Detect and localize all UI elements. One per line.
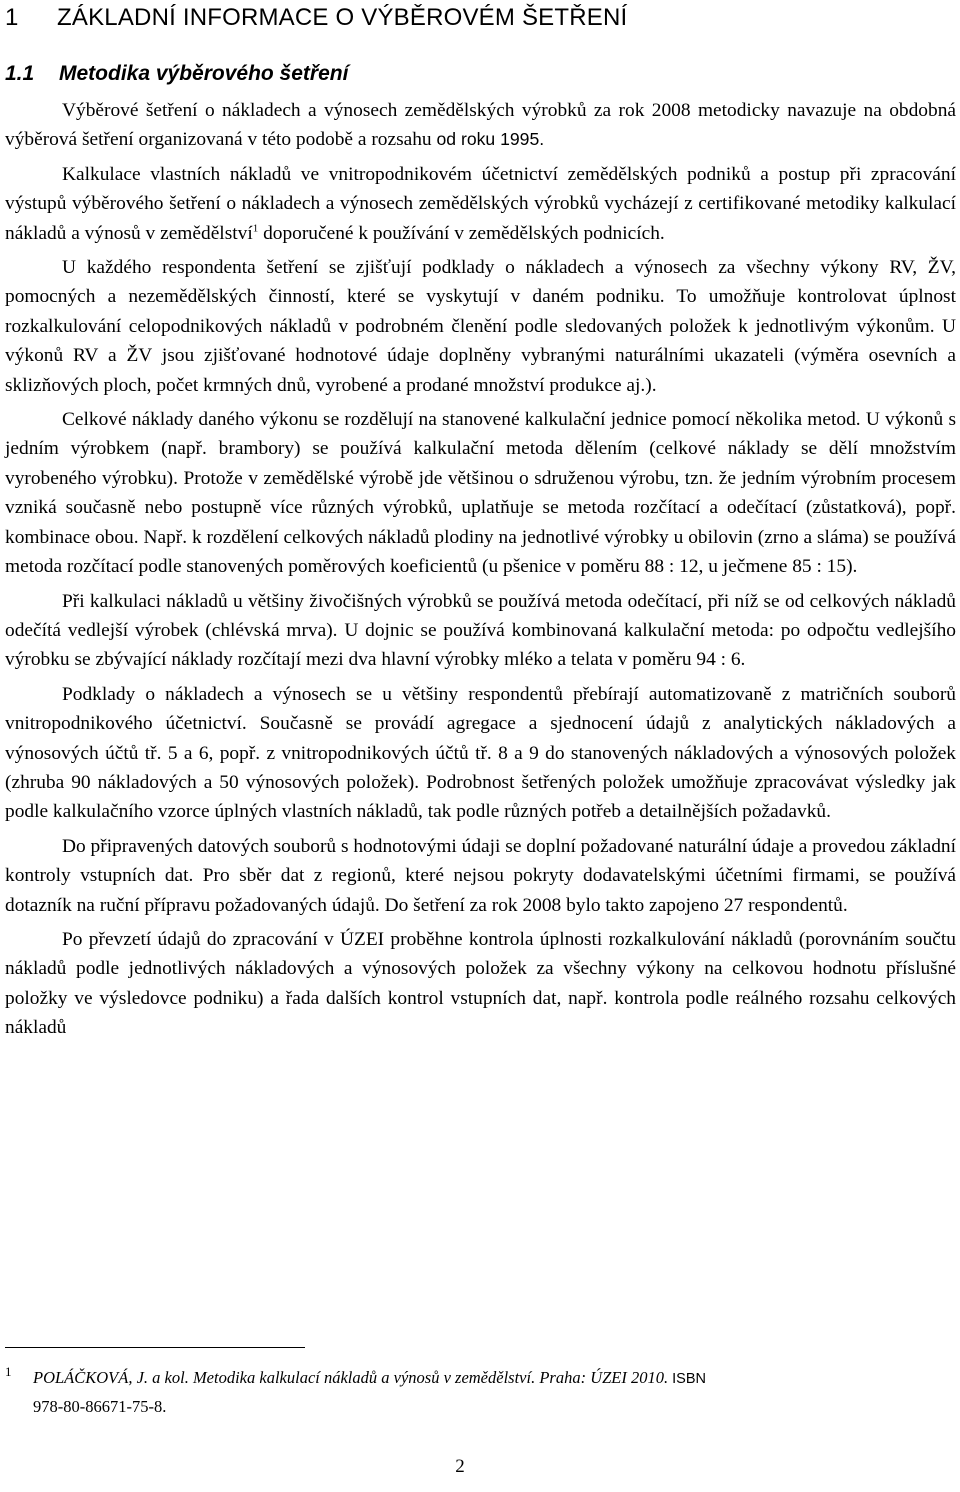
footnote-text: [5, 1364, 956, 1393]
footnote-reference[interactable]: 1: [252, 222, 259, 235]
footnote-mark: 1: [5, 1364, 12, 1379]
paragraph-2-text: Kalkulace vlastních nákladů ve vnitropodnikovém účetnictví zemědělských podniků a postup při zpracování výstupů výběrového šetření o nákladech a výnosech zemědělských výrobků vycházejí z certifikované metodiky kalkulací nákladů a výnosů v zemědělství: [5, 163, 956, 244]
section-number: 1.1: [5, 62, 35, 85]
footnote: [5, 1364, 956, 1421]
paragraph-7: Do připravených datových souborů s hodnotovými údaji se doplní požadované naturální údaje a provedou základní kontroly vstupních dat. Pro sběr dat z regionů, které nejsou pokryty dodavatelskými účetními firmami, se používá dotazník na ruční přípravu požadovaných údajů. Do šetření za rok 2008 bylo takto zapojeno 27 respondentů.: [5, 835, 956, 916]
footnote-separator: [5, 1347, 305, 1348]
paragraph-2-tail: doporučené k používání v zemědělských podnicích.: [258, 222, 665, 244]
footnote-isbn-label: ISBN: [668, 1371, 706, 1387]
page-number: 2: [455, 1456, 465, 1477]
chapter-heading: [5, 4, 627, 32]
paragraph-6: Podklady o nákladech a výnosech se u většiny respondentů přebírají automatizovaně z matričních souborů vnitropodnikového účetnictví. Současně se provádí agregace a sjednocení údajů z analytických nákladových a výnosových účtů tř. 5 a 6, popř. z vnitropodnikových účtů tř. 8 a 9 do stanovených nákladových a výnosových položek (zhruba 90 nákladových a 50 výnosových položek). Podrobnost šetřených položek umožňuje zpracovávat výsledky jak podle kalkulačního vzorce úplných vlastních nákladů, tak podle různých potřeb a detailnějších požadavků.: [5, 683, 956, 823]
body-text: [5, 96, 956, 1048]
footnote-isbn-number: 978-80-86671-75-8.: [33, 1397, 167, 1416]
paragraph-1-text: Výběrové šetření o nákladech a výnosech zemědělských výrobků za rok 2008 metodicky navazuje na obdobná výběrová šetření organizovaná v této podobě a rozsahu: [5, 100, 956, 151]
paragraph-4: Celkové náklady daného výkonu se rozdělují na stanovené kalkulační jednice pomocí několika metod. U výkonů s jedním výrobkem (např. brambory) se používá kalkulační metoda dělením (celkové náklady se dělí množstvím vyrobeného výrobku). Protože v zemědělské výrobě jde většinou o sdruženou výrobu, tzn. že jedním výrobním procesem vzniká současně nebo postupně více různých výrobků, uplatňuje se metoda rozčítací a odečítací (zůstatková), popř. kombinace obou. Např. k rozdělení celkových nákladů plodiny na jednotlivé výrobky u obilovin (zrno a sláma) se používá metoda rozčítací podle stanovených poměrových koeficientů (u pšenice v poměru 88 : 12, u ječmene 85 : 15).: [5, 409, 956, 578]
footnote-citation: POLÁČKOVÁ, J. a kol. Metodika kalkulací nákladů a výnosů v zemědělství. Praha: ÚZEI 2010.: [33, 1368, 669, 1387]
paragraph-1: [5, 96, 956, 155]
paragraph-8: Po převzetí údajů do zpracování v ÚZEI proběhne kontrola úplnosti rozkalkulování nákladů (porovnáním součtu nákladů podle jednotlivých nákladových a výnosových položek za všechny výkony na celkovou hodnotu příslušné položky ve výsledovce podniku) a řada dalších kontrol vstupních dat, např. kontrola podle reálného rozsahu celkových nákladů: [5, 928, 956, 1039]
paragraph-5: Při kalkulaci nákladů u většiny živočišných výrobků se používá metoda odečítací, při níž se od celkových nákladů odečítá vedlejší výrobek (chlévská mrva). U dojnic se používá kombinovaná kalkulační metoda: po odpočtu vedlejšího výrobku se zbývající náklady rozčítají mezi dva hlavní výrobky mléko a telata v poměru 94 : 6.: [5, 590, 956, 671]
paragraph-2: [5, 160, 956, 248]
chapter-number: 1: [5, 4, 19, 31]
section-title: Metodika výběrového šetření: [59, 62, 349, 85]
paragraph-3: U každého respondenta šetření se zjišťují podklady o nákladech a výnosech za všechny výkony RV, ŽV, pomocných a nezemědělských činností, které se vyskytují v daném podniku. To umožňuje kontrolovat úplnost rozkalkulování celopodnikových nákladů v podrobném členění podle sledovaných položek k jednotlivým výkonům. U výkonů RV a ŽV jsou zjišťované hodnotové údaje doplněny vybranými naturálními ukazateli (výměra osevních a sklizňových ploch, počet krmných dnů, vyrobené a prodané množství produkce aj.).: [5, 257, 956, 396]
chapter-title: ZÁKLADNÍ INFORMACE O VÝBĚROVÉM ŠETŘENÍ: [57, 4, 628, 31]
section-heading: [5, 62, 348, 86]
paragraph-1-tail: od roku 1995.: [431, 129, 545, 150]
